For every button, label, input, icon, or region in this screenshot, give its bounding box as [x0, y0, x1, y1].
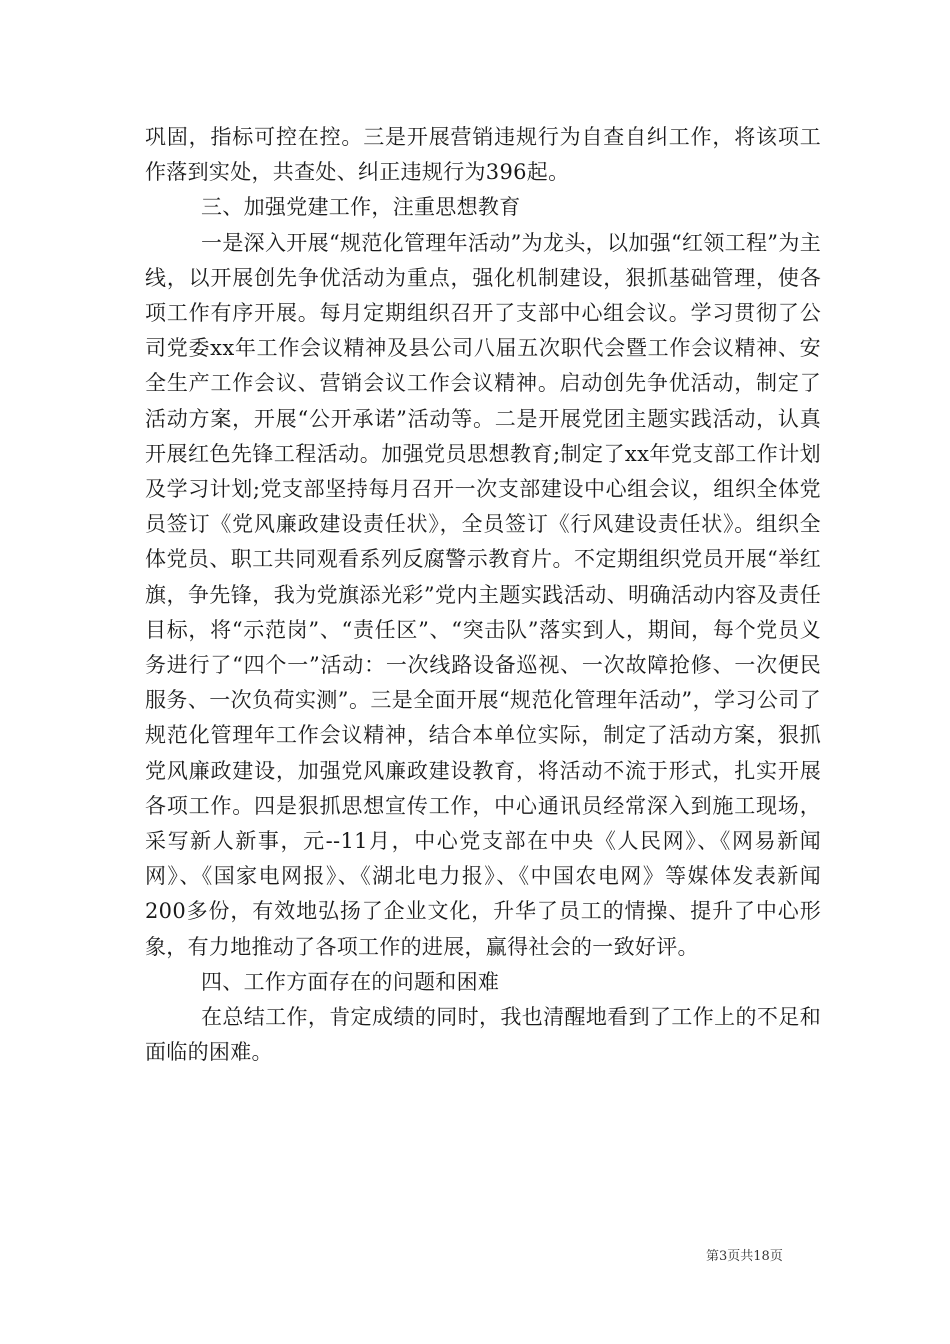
- paragraph-party-building-details: 一是深入开展“规范化管理年活动”为龙头，以加强“红领工程”为主线，以开展创先争优活动为重点，强化机制建设，狠抓基础管理，使各项工作有序开展。每月定期组织召开了支部中心组会议。学习贯彻了公司党委xx年工作会议精神及县公司八届五次职代会暨工作会议精神、安全生产工作会议、营销会议工作会议精神。启动创先争优活动，制定了活动方案，开展“公开承诺”活动等。二是开展党团主题实践活动，认真开展红色先锋工程活动。加强党员思想教育;制定了xx年党支部工作计划及学习计划;党支部坚持每月召开一次支部建设中心组会议，组织全体党员签订《党风廉政建设责任状》，全员签订《行风建设责任状》。组织全体党员、职工共同观看系列反腐警示教育片。不定期组织党员开展“举红旗，争先锋，我为党旗添光彩”党内主题实践活动、明确活动内容及责任目标，将“示范岗”、“责任区”、“突击队”落实到人，期间，每个党员义务进行了“四个一”活动：一次线路设备巡视、一次故障抢修、一次便民服务、一次负荷实测”。三是全面开展“规范化管理年活动”，学习公司了规范化管理年工作会议精神，结合本单位实际，制定了活动方案，狠抓党风廉政建设，加强党风廉政建设教育，将活动不流于形式，扎实开展各项工作。四是狠抓思想宣传工作，中心通讯员经常深入到施工现场，采写新人新事，元--11月，中心党支部在中央《人民网》、《网易新闻网》、《国家电网报》、《湖北电力报》、《中国农电网》等媒体发表新闻200多份，有效地弘扬了企业文化，升华了员工的情操、提升了中心形象，有力地推动了各项工作的进展，赢得社会的一致好评。: [145, 230, 821, 959]
- document-body: [145, 120, 821, 1070]
- page-number-footer: 第3页共18页: [706, 1249, 783, 1264]
- section-heading-problems: 四、工作方面存在的问题和困难: [201, 969, 500, 994]
- paragraph-problems-intro: 在总结工作，肯定成绩的同时，我也清醒地看到了工作上的不足和面临的困难。: [145, 1005, 821, 1065]
- paragraph-continuation: 巩固，指标可控在控。三是开展营销违规行为自查自纠工作，将该项工作落到实处，共查处、纠正违规行为396起。: [145, 125, 821, 185]
- section-heading-party-building: 三、加强党建工作，注重思想教育: [201, 195, 521, 220]
